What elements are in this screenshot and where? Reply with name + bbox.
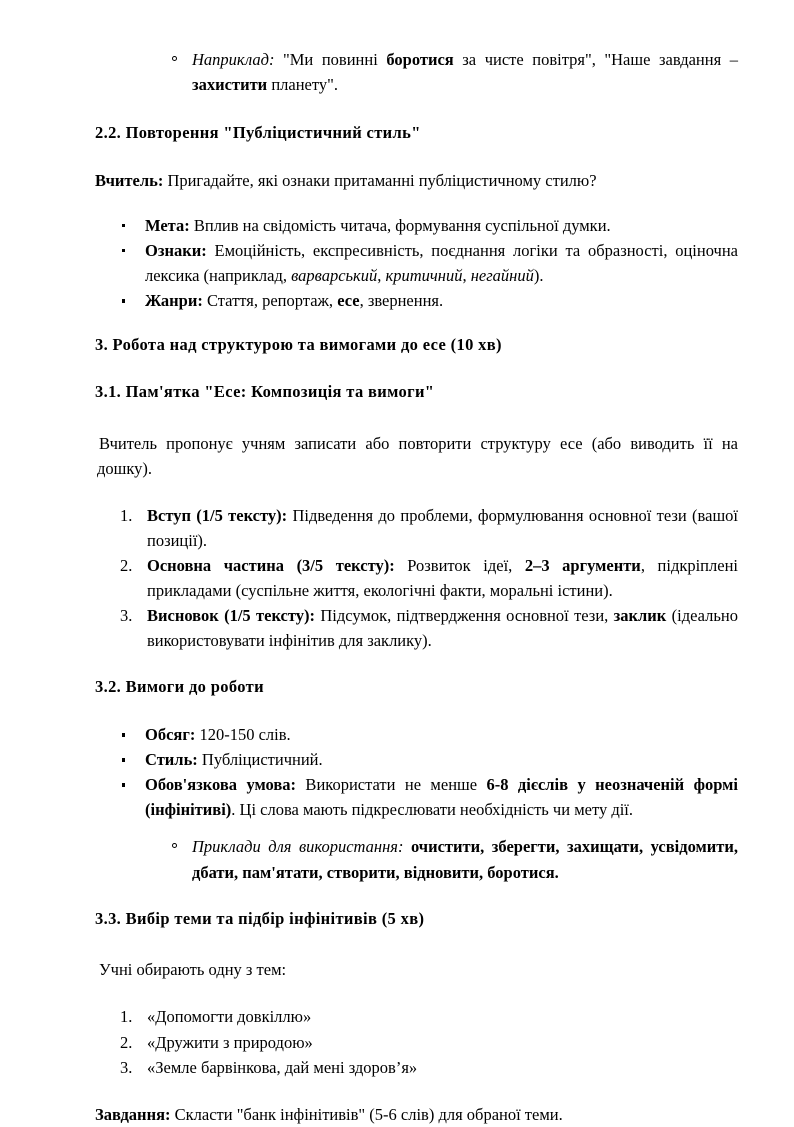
heading-3-2: 3.2. Вимоги до роботи [95, 677, 264, 697]
features-italic-a: варварський [291, 266, 378, 286]
example-label: Наприклад: [192, 50, 275, 69]
conclusion-part-bold-b: заклик [613, 606, 667, 626]
features-italic-c: негайний [470, 266, 534, 286]
disc-bullet-icon [122, 758, 125, 761]
genres-bold-b: есе [337, 291, 360, 311]
heading-3: 3. Робота над структурою та вимогами до есе (10 хв) [95, 335, 502, 355]
essay-structure-list [95, 503, 738, 653]
list-item-style [95, 747, 738, 772]
main-part-label: Основна частина (3/5 тексту): [147, 556, 395, 576]
disc-bullet-icon [122, 299, 125, 302]
list-item-volume [95, 722, 738, 747]
conclusion-part-text-b: (ідеально використовувати інфінітив для заклику). [147, 606, 738, 651]
list-item-infinitive-examples [95, 834, 738, 884]
features-text-c: , [462, 266, 471, 286]
example-text-1: "Ми повинні [274, 50, 387, 69]
example-text-2: за чисте повітря", "Наше завдання – [453, 50, 738, 69]
example-sublist [95, 47, 738, 97]
list-item-main-part [95, 553, 738, 603]
list-item-topic-2 [95, 1030, 738, 1055]
topic-1-text: «Допомогти довкіллю» [147, 1007, 312, 1027]
disc-bullet-icon [122, 224, 125, 227]
structure-intro-paragraph: Вчитель пропонує учням записати або повторити структуру есе (або виводить її на дошку). [97, 433, 738, 478]
list-number: 1. [120, 505, 133, 525]
volume-label: Обсяг: [145, 725, 196, 745]
heading-2-2: 2.2. Повторення "Публіцистичний стиль" [95, 123, 421, 143]
list-item-mandatory-condition [95, 772, 738, 822]
topics-intro-paragraph: Учні обирають одну з тем: [99, 960, 287, 980]
list-number: 2. [120, 556, 133, 576]
genres-text-b: , звернення. [359, 291, 444, 311]
list-item-example [95, 47, 738, 97]
infinitive-examples-sublist [95, 834, 738, 884]
disc-bullet-icon [122, 733, 125, 736]
infinitive-examples-label: Приклади для використання: [192, 837, 404, 857]
task-label: Завдання: [95, 1104, 171, 1124]
list-item-topic-3 [95, 1055, 738, 1080]
conclusion-part-text-a: Підсумок, підтвердження основної тези, [315, 606, 614, 626]
conclusion-part-label: Висновок (1/5 тексту): [147, 606, 316, 626]
purpose-label: Мета: [145, 215, 190, 235]
list-number: 1. [120, 1007, 133, 1027]
main-part-text-b: , підкріплені прикладами (суспільне життя, екологічні факти, моральні істини). [147, 556, 738, 601]
requirements-list [95, 722, 738, 822]
list-number: 3. [120, 606, 133, 626]
main-part-text-a: Розвиток ідеї, [394, 556, 525, 576]
list-item-features [95, 238, 738, 288]
teacher-question-paragraph [95, 168, 738, 193]
mandatory-text-a: Використати не менше [296, 775, 487, 795]
main-part-bold-b: 2–3 аргументи [524, 556, 641, 576]
features-label: Ознаки: [145, 241, 207, 261]
intro-part-label: Вступ (1/5 тексту): [147, 505, 288, 525]
features-italic-b: критичний [385, 266, 463, 286]
list-item-purpose [95, 213, 738, 238]
disc-bullet-icon [122, 783, 125, 786]
list-item-topic-1 [95, 1004, 738, 1029]
document-body [95, 47, 738, 1127]
example-text-3: планету". [267, 75, 338, 95]
list-number: 3. [120, 1057, 133, 1077]
features-text-d: ). [533, 266, 544, 286]
mandatory-bold-b: 6-8 дієслів у неозначеній формі (інфінітиві) [145, 775, 738, 820]
mandatory-text-b: . Ці слова мають підкреслювати необхідність чи мету дії. [231, 800, 634, 820]
style-text: Публіцистичний. [197, 750, 323, 770]
genres-label: Жанри: [145, 291, 203, 311]
intro-part-text: Підведення до проблеми, формулювання основної тези (вашої позиції). [147, 505, 738, 551]
topic-2-text: «Дружити з природою» [147, 1032, 313, 1052]
topic-3-text: «Земле барвінкова, дай мені здоров’я» [147, 1057, 418, 1077]
list-item-conclusion-part [95, 603, 738, 653]
task-paragraph [95, 1102, 738, 1127]
teacher-label: Вчитель: [95, 170, 164, 190]
infinitive-examples-words: очистити, зберегти, захищати, усвідомити, дбати, пам'ятати, створити, відновити, боротися. [192, 837, 738, 882]
features-text-a: Емоційність, експресивність, поєднання логіки та образності, оціночна лексика (наприклад, [145, 241, 738, 286]
volume-text: 120-150 слів. [195, 725, 291, 745]
list-item-genres [95, 288, 738, 313]
purpose-text: Вплив на свідомість читача, формування суспільної думки. [189, 215, 611, 235]
features-text-b: , [377, 266, 386, 286]
topics-list [95, 1004, 738, 1079]
disc-bullet-icon [122, 249, 125, 252]
heading-3-3: 3.3. Вибір теми та підбір інфінітивів (5 хв) [95, 908, 425, 928]
list-item-intro-part [95, 503, 738, 553]
genres-text-a: Стаття, репортаж, [202, 291, 338, 311]
teacher-question-text: Пригадайте, які ознаки притаманні публіцистичному стилю? [163, 170, 597, 190]
heading-3-1: 3.1. Пам'ятка "Есе: Композиція та вимоги" [95, 382, 435, 402]
circle-bullet-icon [172, 843, 177, 848]
style-features-list [95, 213, 738, 313]
style-label: Стиль: [145, 750, 198, 770]
example-bold-2: захистити [192, 75, 268, 95]
task-text: Скласти "банк інфінітивів" (5-6 слів) для обраної теми. [170, 1104, 563, 1124]
example-bold-1: боротися [386, 50, 454, 69]
mandatory-label: Обов'язкова умова: [145, 775, 297, 795]
circle-bullet-icon [172, 56, 177, 61]
list-number: 2. [120, 1032, 133, 1052]
